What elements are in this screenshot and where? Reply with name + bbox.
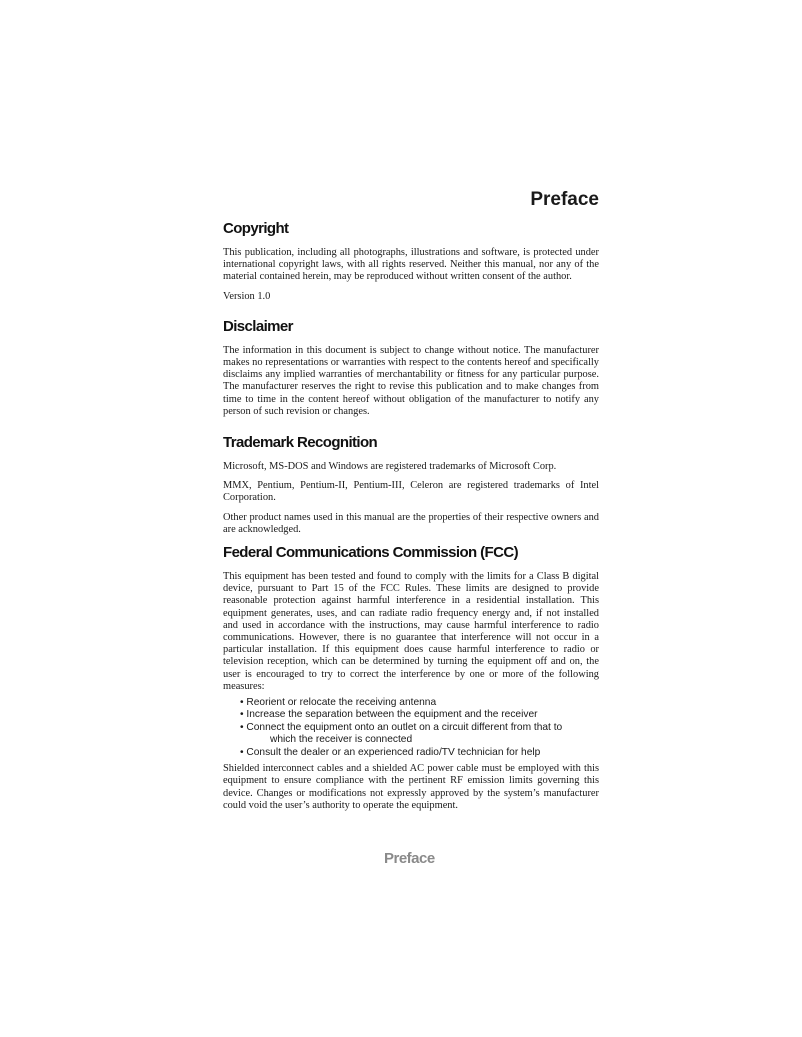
copyright-paragraph: This publication, including all photographs, illustrations and software, is protected under international copyright laws, with all rights reserved. Neither this manual, nor any of the material contained herein, may be reproduced without written consent of the author.: [223, 247, 599, 283]
section-heading-fcc: Federal Communications Commission (FCC): [223, 544, 518, 562]
list-item: • Reorient or relocate the receiving antenna: [240, 697, 437, 709]
section-heading-trademark: Trademark Recognition: [223, 434, 378, 452]
trademark-paragraph-3: Other product names used in this manual are the properties of their respective owners and are acknowledged.: [223, 511, 599, 535]
trademark-paragraph-2: MMX, Pentium, Pentium-II, Pentium-III, Celeron are registered trademarks of Intel Corporation.: [223, 480, 599, 504]
page-title: Preface: [530, 189, 599, 210]
list-item: • Connect the equipment onto an outlet on a circuit different from that to: [240, 721, 563, 733]
list-item-continuation: which the receiver is connected: [270, 734, 413, 746]
list-item: • Consult the dealer or an experienced radio/TV technician for help: [240, 746, 541, 758]
fcc-paragraph-1: This equipment has been tested and found to comply with the limits for a Class B digital device, pursuant to Part 15 of the FCC Rules. These limits are designed to provide reasonable protection against harmful interference in a residential installation. This equipment generates, uses, and can radiate radio frequency energy and, if not installed and used in accordance with the instructions, may cause harmful interference to radio communications. However, there is no guarantee that interference will not occur in a particular installation. If this equipment does cause harmful interference to radio or television reception, which can be determined by turning the equipment off and on, the user is encouraged to try to correct the interference by one or more of the following measures:: [223, 571, 599, 692]
disclaimer-paragraph: The information in this document is subject to change without notice. The manufacturer makes no representations or warranties with respect to the contents hereof and specifically disclaims any implied warranties of merchantability or fitness for any particular purpose. The manufacturer reserves the right to revise this publication and to make changes from time to time in the content hereof without obligation of the manufacturer to notify any person of such revision or changes.: [223, 344, 599, 417]
fcc-measures-list: [223, 697, 599, 759]
section-heading-disclaimer: Disclaimer: [223, 317, 293, 335]
page-footer: Preface: [384, 850, 435, 867]
trademark-paragraph-1: Microsoft, MS-DOS and Windows are registered trademarks of Microsoft Corp.: [223, 461, 557, 473]
list-item: • Increase the separation between the equipment and the receiver: [240, 709, 538, 721]
version-text: Version 1.0: [223, 290, 271, 302]
document-page: [223, 188, 599, 812]
section-heading-copyright: Copyright: [223, 220, 289, 237]
fcc-paragraph-2: Shielded interconnect cables and a shielded AC power cable must be employed with this equipment to ensure compliance with the pertinent RF emission limits governing this device. Changes or modifications not expressly approved by the system’s manufacturer could void the user’s authority to operate the equipment.: [223, 763, 599, 811]
